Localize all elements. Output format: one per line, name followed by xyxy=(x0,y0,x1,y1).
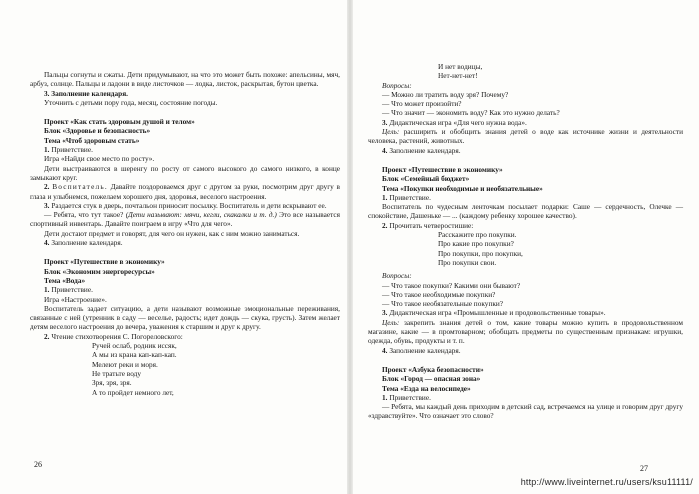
step: 2. Прочитать четверостишие: xyxy=(382,220,474,230)
step: 1. Приветствие. xyxy=(44,285,93,295)
poem-line: Расскажите про покупки. xyxy=(438,230,517,240)
paragraph: Дети выстраиваются в шеренгу по росту от самого высокого до самого низкого, в конце замыкают круг. xyxy=(30,163,340,182)
paragraph: — Ребята, что тут такое? (Дети называют: мячи, кегли, скакалки и т. д.) Это все называется спортивный инвентарь. Давайте поиграем в игру «Что для чего». xyxy=(30,210,340,229)
question: — Что такое покупки? Какими они бывают? xyxy=(382,280,521,290)
poem-line: Ручей ослаб, родник иссяк, xyxy=(92,341,177,351)
theme-title: Тема «Покупки необходимые и необязательные» xyxy=(382,183,543,193)
question: — Что может произойти? xyxy=(382,99,462,109)
right-page-text xyxy=(368,62,683,421)
poem-line: Про покупки, про покупки, xyxy=(438,248,523,258)
watermark-url: http://www.liveinternet.ru/users/ksu11111/ xyxy=(520,477,693,487)
paragraph: Пальцы согнуты и сжаты. Дети придумывают, на что это может быть похоже: апельсины, мяч, арбуз, солнце. Пальцы и ладони в виде листочков — лодка, листок, раскрытая, бутон цветка. xyxy=(30,70,340,89)
question: — Что значит — экономить воду? Как это нужно делать? xyxy=(382,108,560,118)
page-number: 26 xyxy=(34,460,42,469)
step: 1. Приветствие. xyxy=(382,192,431,202)
paragraph: Цель: закрепить знания детей о том, какие товары можно купить в продовольственном магазине, какие — в промтоварном; обобщать предметы по существенным признакам: игрушки, одежда, обувь, продукты и т. п. xyxy=(368,317,683,346)
paragraph: Цель: расширить и обобщить знания детей о воде как источнике жизни и деятельности человека, растений, животных. xyxy=(368,127,683,146)
paragraph: Дети достают предмет и говорят, для чего он нужен, как с ним можно заниматься. xyxy=(44,228,300,238)
poem-line: А то пройдет немного лет, xyxy=(92,387,174,397)
poem-line: А мы из крана кап-кап-кап. xyxy=(92,350,177,360)
step: 1. Приветствие. xyxy=(382,392,431,402)
step: 4. Заполнение календаря. xyxy=(382,345,461,355)
poem-line: Зря, зря, зря. xyxy=(92,378,132,388)
poem-line: Мелеют реки и моря. xyxy=(92,359,158,369)
paragraph: Воспитатель задает ситуацию, а дети называют возможные эмоциональные переживания, связанные с ней (утренник в саду — веселье, радость; идет дождь — скука, грусть). Затем желает детям веселого настроения до вечера, уважения к старшим и друг к другу. xyxy=(30,303,340,332)
poem-line: Нет-нет-нет! xyxy=(438,71,478,81)
poem-line: И нет водицы, xyxy=(438,62,483,71)
poem-line: Не тратьте воду xyxy=(92,368,141,378)
paragraph: Воспитатель по чудесным ленточкам посылает подарки: Саше — сердечность, Олечке — спокойствие, Дашеньке — ... (каждому ребенку хорошее качество). xyxy=(368,202,683,221)
paragraph: 3. Заполнение календаря. xyxy=(44,88,128,98)
step: 2. Чтение стихотворения С. Погореловского: xyxy=(44,331,183,341)
step: 3. Раздается стук в дверь, почтальон приносит посылку. Воспитатель и дети вскрывают ее. xyxy=(44,200,327,210)
paragraph: Уточнить с детьми пору года, месяц, состояние погоды. xyxy=(44,97,218,107)
step: 2. Воспитатель. Давайте поздороваемся друг с другом за руки, посмотрим друг другу в глаза и улыбнемся, пожелаем хорошего дня, здоровья, веселого настроения. xyxy=(30,182,340,201)
paragraph: Вопросы: xyxy=(382,80,412,90)
left-page xyxy=(20,0,342,494)
project-title: Проект «Путешествие в экономику» xyxy=(44,257,165,267)
block-title: Блок «Город — опасная зона» xyxy=(382,374,481,384)
theme-title: Тема «Чтоб здоровым стать» xyxy=(44,135,140,145)
paragraph: Игра «Найди свое место по росту». xyxy=(44,154,155,164)
theme-title: Тема «Езда на велосипеде» xyxy=(382,383,471,393)
step: 3. Дидактическая игра «Для чего нужна вода». xyxy=(382,117,527,127)
question: — Что такое необходимые покупки? xyxy=(382,289,496,299)
block-title: Блок «Здоровье и безопасность» xyxy=(44,126,151,136)
step: 1. Приветствие. xyxy=(44,145,93,155)
project-title: Проект «Как стать здоровым душой и телом» xyxy=(44,117,195,127)
step: 3. Дидактическая игра «Промышленные и продовольственные товары». xyxy=(382,308,606,318)
paragraph: Вопросы: xyxy=(382,271,412,281)
paragraph: — Ребята, мы каждый день приходим в детский сад, встречаемся на улице и говорим друг другу «здравствуйте». Что означает это слово? xyxy=(368,402,683,421)
poem-line: Про какие про покупки? xyxy=(438,239,514,249)
poem-line: Про покупки свои. xyxy=(438,257,497,267)
theme-title: Тема «Вода» xyxy=(44,275,86,285)
page-number: 27 xyxy=(640,464,648,473)
question: — Что такое необязательные покупки? xyxy=(382,299,504,309)
block-title: Блок «Экономим энергоресурсы» xyxy=(44,266,155,276)
step: 4. Заполнение календаря. xyxy=(382,145,461,155)
step: 4. Заполнение календаря. xyxy=(44,238,123,248)
question: — Можно ли тратить воду зря? Почему? xyxy=(382,89,509,99)
book-gutter xyxy=(347,0,353,494)
paragraph: Игра «Настроение». xyxy=(44,294,107,304)
project-title: Проект «Азбука безопасности» xyxy=(382,364,484,374)
right-page xyxy=(362,0,686,494)
left-page-text xyxy=(30,70,340,397)
block-title: Блок «Семейный бюджет» xyxy=(382,174,470,184)
project-title: Проект «Путешествие в экономику» xyxy=(382,164,503,174)
